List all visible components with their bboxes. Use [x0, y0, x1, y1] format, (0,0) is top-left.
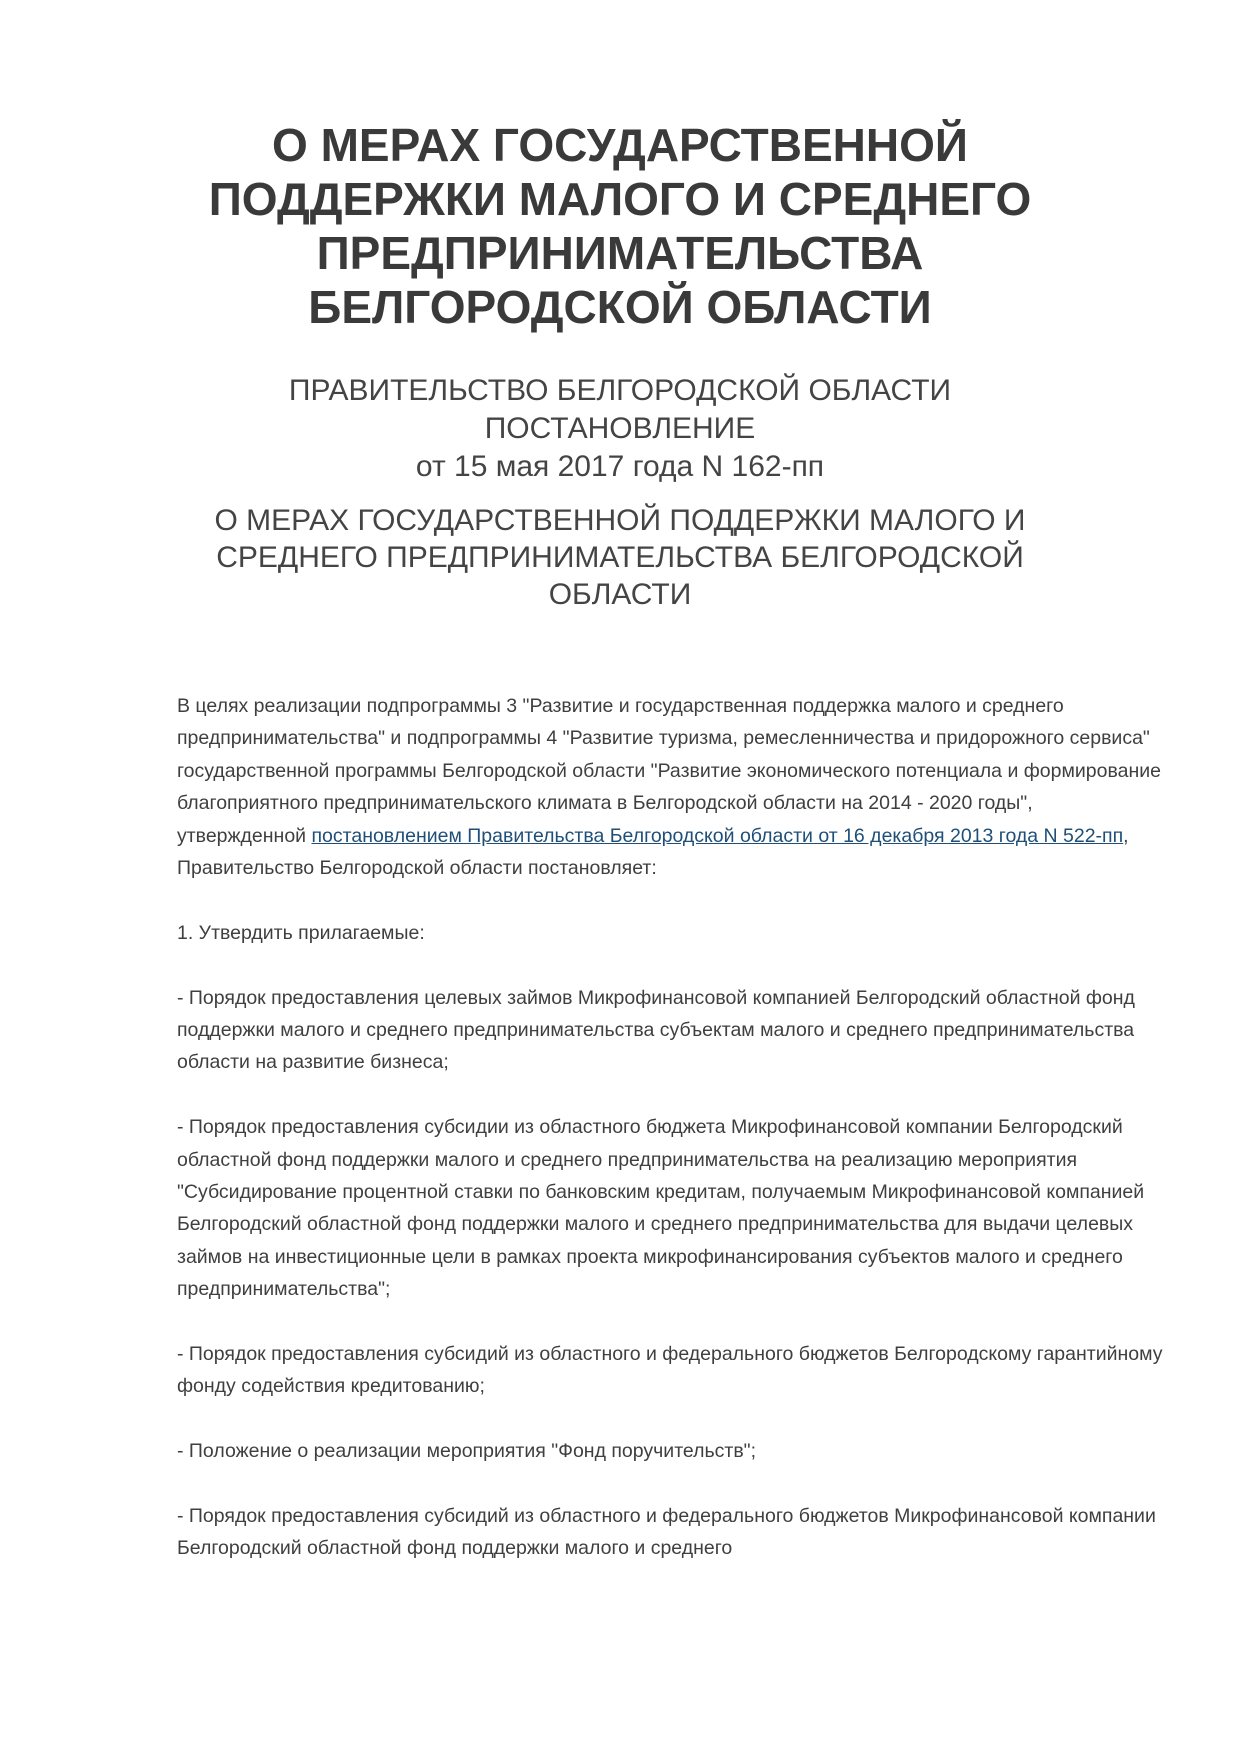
document-header	[150, 372, 1090, 486]
main-title-line: О МЕРАХ ГОСУДАРСТВЕННОЙ	[272, 119, 968, 171]
intro-paragraph	[177, 690, 1167, 884]
decree-link[interactable]: постановлением Правительства Белгородской области от 16 декабря 2013 года N 522-пп	[311, 824, 1124, 847]
main-title-line: ПРЕДПРИНИМАТЕЛЬСТВА	[316, 227, 924, 279]
list-item: - Порядок предоставления субсидии из областного бюджета Микрофинансовой компании Белгородский областной фонд поддержки малого и среднего предпринимательства на реализацию мероприятия "Субсидирование процентной ставки по банковским кредитам, получаемым Микрофинансовой компанией Белгородский областной фонд поддержки малого и среднего предпринимательства для выдачи целевых займов на инвестиционные цели в рамках проекта микрофинансирования субъектов малого и среднего предпринимательства";	[177, 1116, 1145, 1301]
document-subtitle	[150, 502, 1090, 613]
subtitle-line: О МЕРАХ ГОСУДАРСТВЕННОЙ ПОДДЕРЖКИ МАЛОГО И	[214, 504, 1026, 537]
document-type: ПОСТАНОВЛЕНИЕ	[484, 412, 756, 445]
date-number: от 15 мая 2017 года N 162-пп	[415, 450, 825, 483]
list-item: - Положение о реализации мероприятия "Фонд поручительств";	[177, 1440, 757, 1463]
point-1: 1. Утвердить прилагаемые:	[177, 921, 425, 944]
subtitle-line: ОБЛАСТИ	[548, 578, 692, 611]
list-item: - Порядок предоставления субсидий из областного и федерального бюджетов Белгородскому гарантийному фонду содействия кредитованию;	[177, 1343, 1163, 1398]
intro-text-end: , Правительство Белгородской области постановляет:	[177, 824, 1129, 880]
intro-text: В целях реализации подпрограммы 3 "Развитие и государственная поддержка малого и среднего предпринимательства" и подпрограммы 4 "Развитие туризма, ремесленничества и придорожного сервиса" государственной программы Белгородской области "Развитие экономического потенциала и формирование благоприятного предпринимательского климата в Белгородской области на 2014 - 2020 годы", утвержденной	[177, 695, 1161, 847]
list-item: - Порядок предоставления целевых займов Микрофинансовой компанией Белгородский областной фонд поддержки малого и среднего предпринимательства субъектам малого и среднего предпринимательства области на развитие бизнеса;	[177, 986, 1135, 1074]
main-title-line: БЕЛГОРОДСКОЙ ОБЛАСТИ	[308, 281, 932, 333]
subtitle-line: СРЕДНЕГО ПРЕДПРИНИМАТЕЛЬСТВА БЕЛГОРОДСКОЙ	[216, 541, 1024, 574]
list-item: - Порядок предоставления субсидий из областного и федерального бюджетов Микрофинансовой компании Белгородский областной фонд поддержки малого и среднего	[177, 1505, 1156, 1560]
document-main-title	[150, 118, 1090, 334]
document-body	[177, 690, 1167, 1597]
main-title-line: ПОДДЕРЖКИ МАЛОГО И СРЕДНЕГО	[208, 173, 1032, 225]
issuer: ПРАВИТЕЛЬСТВО БЕЛГОРОДСКОЙ ОБЛАСТИ	[288, 374, 952, 407]
